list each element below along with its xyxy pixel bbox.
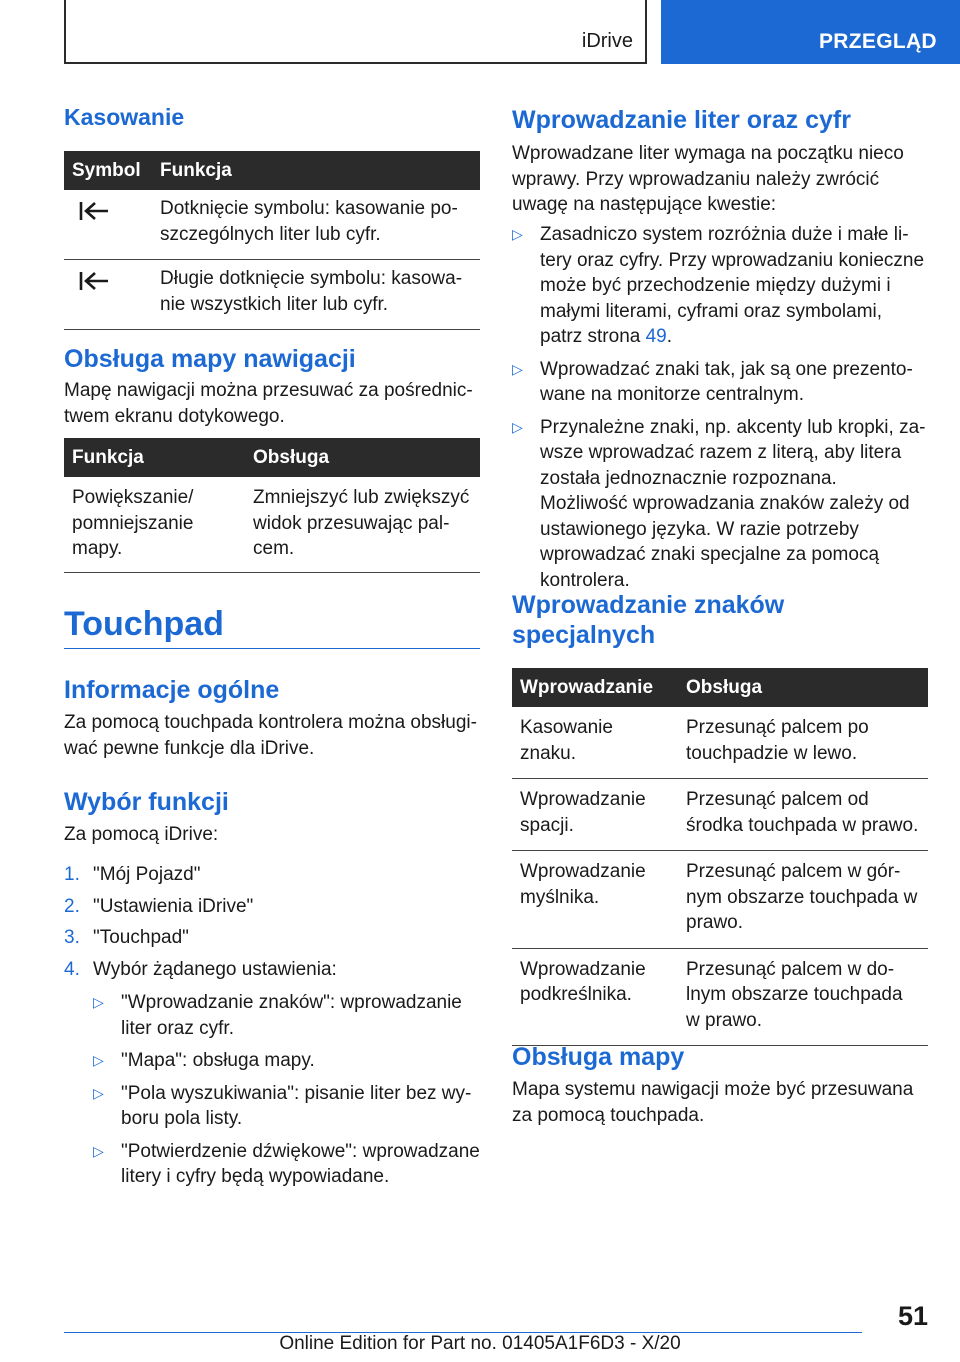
table-cell: Długie dotknięcie symbolu: kasowanie wszystkich liter lub cyfr.	[152, 260, 480, 330]
table-row	[512, 948, 928, 1046]
paragraph: Mapę nawigacji można przesuwać za pośrednictwem ekranu dotykowego.	[64, 380, 473, 427]
paragraph: Wprowadzane liter wymaga na początku nieco wprawy. Przy wprowadzaniu należy zwrócić uwagę na następujące kwestie:	[512, 143, 904, 215]
header-box	[64, 0, 647, 64]
table-cell: Przesunąć palcem w górnym obszarze touchpada w prawo.	[678, 851, 928, 949]
paragraph: Za pomocą touchpada kontrolera można obsługiwać pewne funkcje dla iDrive.	[64, 712, 477, 759]
table-cell: Wprowadzanie podkreślnika.	[512, 948, 678, 1046]
list-item: 4. Wybór żądanego ustawienia:	[64, 958, 337, 980]
section-title-kasowanie: Kasowanie	[64, 104, 185, 130]
paragraph: Za pomocą iDrive:	[64, 824, 219, 845]
triangle-bullet-icon: ▷	[93, 1052, 104, 1068]
list-item: ▷ Wprowadzać znaki tak, jak są one prezentowane na monitorze centralnym.	[512, 358, 913, 405]
table-row	[64, 260, 480, 330]
chapter-title-touchpad: Touchpad	[64, 605, 224, 643]
table-header: Funkcja	[152, 151, 480, 190]
section-title-informacje: Informacje ogólne	[64, 676, 280, 704]
list-item: 1. "Mój Pojazd"	[64, 864, 201, 885]
list-item: ▷ "Wprowadzanie znaków": wprowadzanie liter oraz cyfr.	[93, 992, 462, 1039]
section-title-wprowadzanie: Wprowadzanie liter oraz cyfr	[512, 106, 851, 134]
table-header: Obsługa	[678, 668, 928, 707]
triangle-bullet-icon: ▷	[93, 994, 104, 1010]
table-header: Symbol	[64, 151, 152, 190]
triangle-bullet-icon: ▷	[93, 1142, 104, 1159]
table-row	[512, 851, 928, 949]
table-cell: Dotknięcie symbolu: kasowanie poszczególnych liter lub cyfr.	[152, 190, 480, 260]
section-title-znaki-specjalne: Wprowadzanie znaków specjalnych	[512, 591, 785, 649]
footer-edition: Online Edition for Part no. 01405A1F6D3 - X/20	[279, 1333, 681, 1354]
input-bullet-list	[512, 222, 928, 593]
table-header: Wprowadzanie	[512, 668, 678, 707]
table-cell: Zmniejszyć lub zwiększyć widok przesuwając palcem.	[245, 477, 480, 572]
section-title-wybor: Wybór funkcji	[64, 788, 229, 816]
znaki-table	[512, 668, 928, 1046]
table-header: Obsługa	[245, 438, 480, 477]
table-cell: Przesunąć palcem po touchpadzie w lewo.	[678, 707, 928, 779]
triangle-bullet-icon: ▷	[512, 226, 523, 242]
chapter-rule	[64, 648, 480, 649]
header-tab[interactable]: PRZEGLĄD	[661, 0, 960, 64]
table-cell: Powiększanie/ pomniejszanie mapy.	[64, 477, 245, 572]
list-item: ▷ Przynależne znaki, np. akcenty lub kropki, zawsze wprowadzać razem z literą, aby litera została jednoznacznie rozpoznana. Możliwość wprowadzania znaków zależy od ustawionego języka. W razie potrzeby wprowadzać znaki specjalne za pomocą kontrolera.	[512, 416, 926, 591]
table-row	[512, 779, 928, 851]
table-row	[64, 477, 480, 572]
kasowanie-table	[64, 151, 480, 330]
list-item: ▷ "Mapa": obsługa mapy.	[93, 1048, 480, 1074]
triangle-bullet-icon: ▷	[512, 418, 523, 435]
section-title-obsluga-mapy: Obsługa mapy	[512, 1043, 685, 1071]
table-cell: Kasowanie znaku.	[512, 707, 678, 779]
paragraph: Mapa systemu nawigacji może być przesuwana za pomocą touchpada.	[512, 1079, 914, 1126]
table-header: Funkcja	[64, 438, 245, 477]
list-item: 3. "Touchpad"	[64, 927, 189, 948]
list-item: 2. "Ustawienia iDrive"	[64, 895, 254, 917]
settings-bullet-list	[93, 990, 480, 1190]
triangle-bullet-icon: ▷	[512, 360, 523, 377]
header-section: iDrive	[581, 30, 633, 52]
triangle-bullet-icon: ▷	[93, 1084, 104, 1101]
steps-list	[64, 862, 480, 982]
table-cell: Wprowadzanie spacji.	[512, 779, 678, 851]
list-item: ▷ "Potwierdzenie dźwiękowe": wprowadzane litery i cyfry będą wypowiadane.	[93, 1140, 480, 1187]
table-row	[512, 707, 928, 779]
page-number: 51	[898, 1301, 929, 1331]
table-cell: Wprowadzanie myślnika.	[512, 851, 678, 949]
table-row	[64, 190, 480, 260]
section-title-obsluga-mapy-nawigacji: Obsługa mapy nawigacji	[64, 345, 356, 373]
page-link[interactable]: 49	[645, 326, 667, 347]
table-cell: Przesunąć palcem w dolnym obszarze touchpada w prawo.	[678, 948, 928, 1046]
table-cell: Przesunąć palcem od środka touchpada w prawo.	[678, 779, 928, 851]
backspace-icon	[72, 270, 110, 300]
mapa-table	[64, 438, 480, 573]
list-item: ▷ Zasadniczo system rozróżnia duże i małe litery oraz cyfry. Przy wprowadzaniu konieczne może być przechodzenie między dużymi i małymi literami, cyframi oraz symbolami, patrz strona 49.	[512, 224, 925, 347]
backspace-icon	[72, 200, 110, 230]
list-item: ▷ "Pola wyszukiwania": pisanie liter bez wyboru pola listy.	[93, 1082, 472, 1129]
